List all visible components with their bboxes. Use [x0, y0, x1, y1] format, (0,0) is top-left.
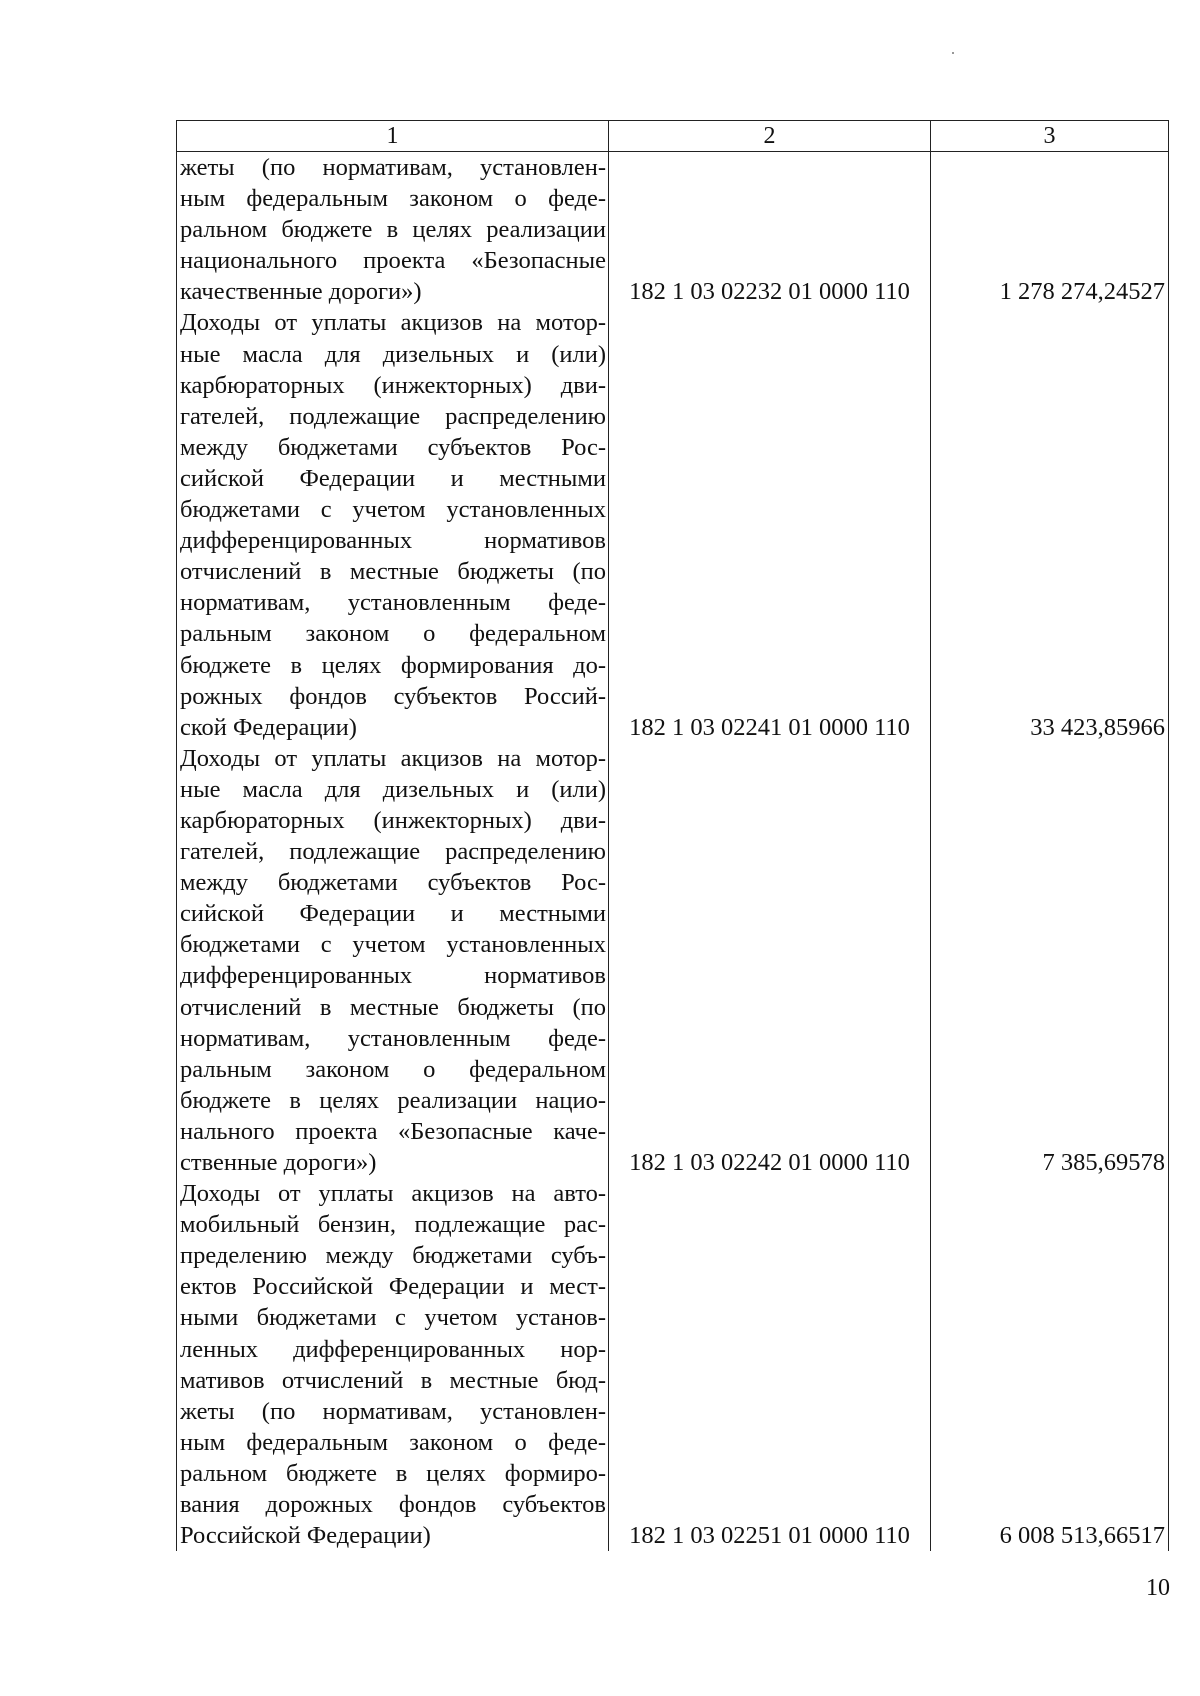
description-line: рожных фондов субъектов Россий-: [180, 682, 606, 710]
description-line: ным федеральным законом о феде-: [180, 1428, 606, 1456]
description-line: вания дорожных фондов субъектов: [180, 1491, 606, 1519]
table-body: [177, 152, 1169, 1552]
description-line: дифференцированных нормативов: [180, 962, 606, 990]
description-line: карбюраторных (инжекторных) дви-: [180, 806, 606, 834]
description-line: жеты (по нормативам, установлен-: [180, 154, 606, 181]
description-line: Доходы от уплаты акцизов на авто-: [180, 1180, 606, 1208]
budget-revenue-table-container: [176, 120, 1168, 1551]
amount-cell: 6 008 513,66517: [931, 1178, 1169, 1551]
amount-cell: 7 385,69578: [931, 743, 1169, 1178]
income-description-cell: [177, 1178, 609, 1551]
amount-cell: 1 278 274,24527: [931, 152, 1169, 308]
scan-artifact: [952, 52, 954, 54]
amount-cell: 33 423,85966: [931, 307, 1169, 742]
description-line: качественные дороги»): [180, 278, 422, 306]
description-line: ные масла для дизельных и (или): [180, 775, 606, 803]
header-row: [177, 121, 1169, 152]
description-line: ными бюджетами с учетом установ-: [180, 1304, 606, 1332]
description-line: ным федеральным законом о феде-: [180, 185, 606, 213]
description-line: бюджете в целях реализации нацио-: [180, 1086, 606, 1114]
income-description-cell: [177, 743, 609, 1178]
description-line: между бюджетами субъектов Рос-: [180, 433, 606, 461]
description-line: ленных дифференцированных нор-: [180, 1335, 606, 1363]
description-line: нормативам, установленным феде-: [180, 1024, 606, 1052]
description-line: ектов Российской Федерации и мест-: [180, 1273, 606, 1301]
description-line: ральным законом о федеральном: [180, 620, 606, 648]
description-line: ской Федерации): [180, 713, 357, 741]
description-line: ральном бюджете в целях формиро-: [180, 1459, 606, 1487]
income-description-cell: [177, 152, 609, 308]
page-number: 10: [1146, 1575, 1170, 1601]
description-line: нального проекта «Безопасные каче-: [180, 1117, 606, 1145]
description-line: карбюраторных (инжекторных) дви-: [180, 371, 606, 399]
budget-revenue-table: [176, 120, 1169, 1551]
description-line: пределению между бюджетами субъ-: [180, 1242, 606, 1270]
budget-classification-code-cell: 182 1 03 02241 01 0000 110: [609, 307, 931, 742]
description-line: ственные дороги»): [180, 1149, 377, 1176]
description-line: сийской Федерации и местными: [180, 464, 606, 492]
description-line: Доходы от уплаты акцизов на мотор-: [180, 744, 606, 772]
description-line: ральным законом о федеральном: [180, 1055, 606, 1083]
description-line: мативов отчислений в местные бюд-: [180, 1366, 606, 1394]
description-line: Доходы от уплаты акцизов на мотор-: [180, 309, 606, 337]
description-line: бюджетами с учетом установленных: [180, 496, 606, 524]
table-row: [177, 152, 1169, 308]
description-line: между бюджетами субъектов Рос-: [180, 869, 606, 897]
table-row: [177, 1178, 1169, 1551]
budget-classification-code-cell: 182 1 03 02242 01 0000 110: [609, 743, 931, 1178]
description-line: бюджетами с учетом установленных: [180, 931, 606, 959]
column-header-2: 2: [609, 121, 931, 152]
description-line: гателей, подлежащие распределению: [180, 838, 606, 866]
description-line: отчислений в местные бюджеты (по: [180, 993, 606, 1021]
description-line: Российской Федерации): [180, 1522, 431, 1550]
table-header: [177, 121, 1169, 152]
description-line: нормативам, установленным феде-: [180, 589, 606, 617]
table-row: [177, 743, 1169, 1178]
description-line: дифференцированных нормативов: [180, 527, 606, 555]
income-description-cell: [177, 307, 609, 742]
budget-classification-code-cell: 182 1 03 02251 01 0000 110: [609, 1178, 931, 1551]
budget-classification-code-cell: 182 1 03 02232 01 0000 110: [609, 152, 931, 308]
column-header-3: 3: [931, 121, 1169, 152]
description-line: национального проекта «Безопасные: [180, 247, 606, 275]
description-line: жеты (по нормативам, установлен-: [180, 1397, 606, 1425]
description-line: ные масла для дизельных и (или): [180, 340, 606, 368]
description-line: гателей, подлежащие распределению: [180, 402, 606, 430]
description-line: сийской Федерации и местными: [180, 900, 606, 928]
description-line: бюджете в целях формирования до-: [180, 651, 606, 679]
table-row: [177, 307, 1169, 742]
description-line: ральном бюджете в целях реализации: [180, 216, 606, 244]
column-header-1: 1: [177, 121, 609, 152]
description-line: отчислений в местные бюджеты (по: [180, 558, 606, 586]
description-line: мобильный бензин, подлежащие рас-: [180, 1211, 606, 1239]
